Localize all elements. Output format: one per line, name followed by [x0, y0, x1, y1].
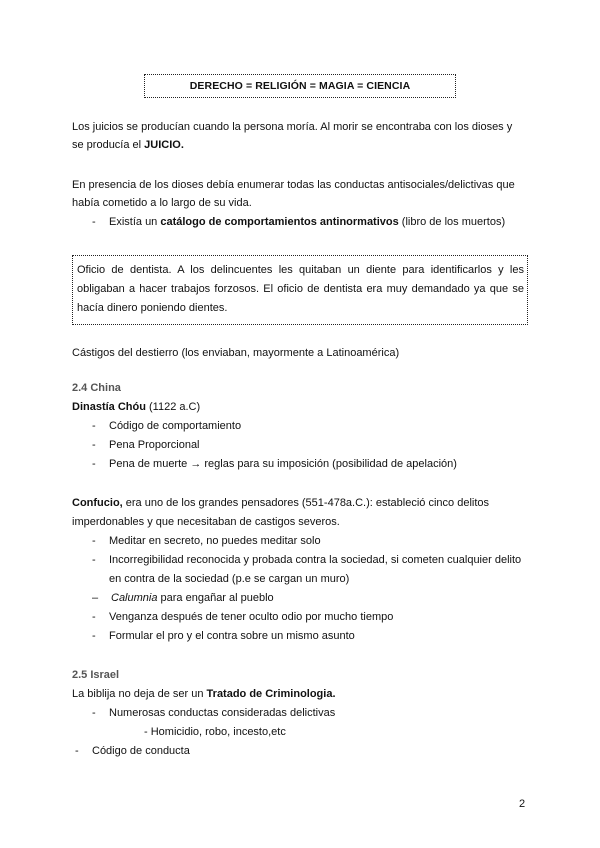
bullet-dash: - — [92, 535, 96, 547]
bullet-dash: - — [92, 420, 96, 432]
calumnia-italic: Calumnia — [111, 592, 158, 604]
title-text: DERECHO = RELIGIÓN = MAGIA = CIENCIA — [189, 80, 411, 92]
dynasty-line — [72, 400, 200, 414]
israel-line — [72, 687, 336, 701]
confucio-line2: imperdonables y que necesitaban de castigos severos. — [72, 516, 340, 528]
paragraph-dioses-line2: había cometido a lo largo de su vida. — [72, 197, 252, 209]
bullet-dash: - — [92, 554, 96, 566]
china-item: Pena Proporcional — [109, 439, 200, 451]
bullet-dash: - — [75, 745, 79, 757]
dentist-note-text: Oficio de dentista. A los delincuentes les quitaban un diente para identificarlos y les obligaban a hacer trabajos forzosos. El oficio de dentista era muy demandado ya que se hacía dinero poniendo dientes. — [77, 264, 524, 314]
bullet-dash: - — [92, 630, 96, 642]
dynasty-rest: (1122 a.C) — [145, 401, 201, 413]
dynasty-bold: Dinastía Chóu — [72, 401, 146, 413]
israel-item: Código de conducta — [92, 745, 190, 757]
confucio-bold: Confucio, — [72, 497, 123, 509]
confucio-item: Venganza después de tener oculto odio por mucho tiempo — [109, 611, 394, 623]
confucio-item: Incorregibilidad reconocida y probada contra la sociedad, si cometen cualquier delito — [109, 554, 522, 566]
title-box — [144, 74, 456, 98]
israel-item: Numerosas conductas consideradas delictivas — [109, 707, 336, 719]
calumnia-rest: para engañar al pueblo — [160, 592, 274, 604]
bullet-catalog-bold: catálogo de comportamientos antinormativos — [160, 216, 399, 228]
confucio-line1-rest: era uno de los grandes pensadores (551-478a.C.): estableció cinco delitos — [122, 497, 490, 509]
confucio-item: Formular el pro y el contra sobre un mismo asunto — [109, 630, 355, 642]
dentist-note-box — [72, 255, 528, 325]
page-number: 2 — [519, 798, 526, 810]
china-heading: 2.4 China — [72, 382, 121, 394]
bullet-catalog-post: (libro de los muertos) — [398, 216, 506, 228]
confucio-item-calumnia — [111, 591, 274, 605]
confucio-item: Meditar en secreto, no puedes meditar solo — [109, 535, 321, 547]
bullet-catalog — [109, 215, 505, 229]
bullet-catalog-pre: Existía un — [109, 216, 161, 228]
juicio-bold: JUICIO. — [144, 139, 184, 151]
paragraph-juicios-line1: Los juicios se producían cuando la persona moría. Al morir se encontraba con los dioses y — [72, 121, 513, 133]
bullet-dash: - — [92, 458, 96, 470]
israel-heading: 2.5 Israel — [72, 669, 120, 681]
israel-subitem: - Homicidio, robo, incesto,etc — [144, 726, 286, 738]
israel-line-pre: La biblija no deja de ser un — [72, 688, 207, 700]
china-item: Pena de muerte → reglas para su imposición (posibilidad de apelación) — [109, 458, 457, 470]
paragraph-juicios-line2 — [72, 138, 184, 152]
confucio-item-continued: en contra de la sociedad (p.e se cargan un muro) — [109, 573, 350, 585]
bullet-dash-long: – — [92, 592, 99, 604]
confucio-line1 — [72, 496, 528, 510]
bullet-dash: - — [92, 611, 96, 623]
paragraph-juicios-text: se producía el — [72, 139, 145, 151]
bullet-dash: - — [92, 707, 96, 719]
bullet-dash: - — [92, 439, 96, 451]
destierro-text: Cástigos del destierro (los enviaban, mayormente a Latinoamérica) — [72, 347, 400, 359]
bullet-dash: - — [92, 216, 96, 228]
china-item: Código de comportamiento — [109, 420, 242, 432]
israel-line-bold: Tratado de Criminologia. — [206, 688, 336, 700]
paragraph-dioses-line1: En presencia de los dioses debía enumerar todas las conductas antisociales/delictivas que — [72, 179, 515, 191]
